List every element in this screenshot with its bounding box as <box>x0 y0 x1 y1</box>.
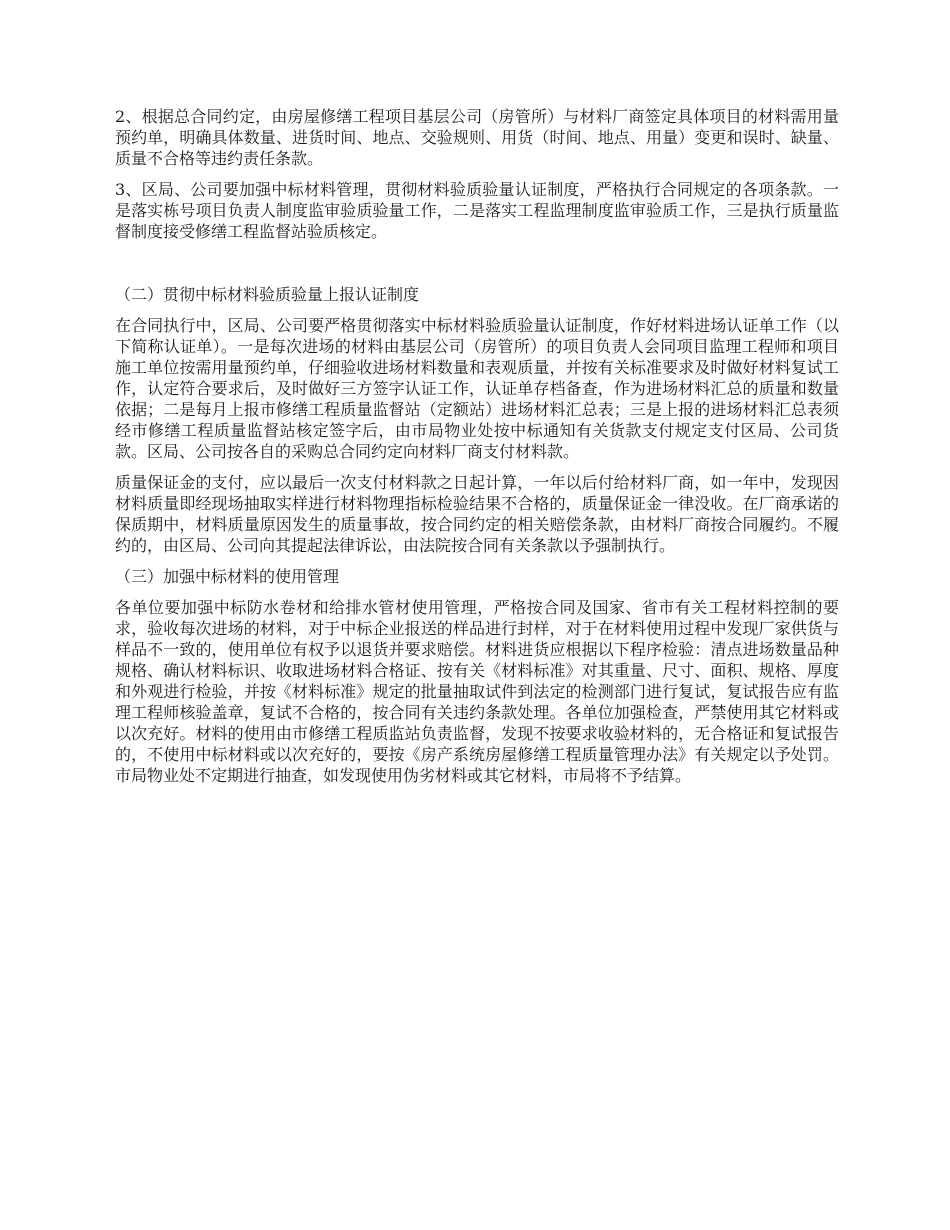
paragraph-item-3: 3、区局、公司要加强中标材料管理，贯彻材料验质验量认证制度，严格执行合同规定的各项条款。一是落实栋号项目负责人制度监审验质验量工作，二是落实工程监理制度监审验质工作，三是执行质量监督制度接受修缮工程监督站验质核定。 <box>115 180 839 241</box>
document-page <box>115 106 839 786</box>
section-3-heading: （三）加强中标材料的使用管理 <box>115 567 340 586</box>
section-2-paragraph-2: 质量保证金的支付，应以最后一次支付材料款之日起计算，一年以后付给材料厂商，如一年中，发现因材料质量即经现场抽取实样进行材料物理指标检验结果不合格的，质量保证金一律没收。在厂商承诺的保质期中，材料质量原因发生的质量事故，按合同约定的相关赔偿条款，由材料厂商按合同履约。不履约的，由区局、公司向其提起法律诉讼，由法院按合同有关条款以予强制执行。 <box>115 473 839 555</box>
spacer <box>115 305 839 315</box>
section-2-heading: （二）贯彻中标材料验质验量上报认证制度 <box>115 285 420 304</box>
spacer <box>115 169 839 179</box>
section-3-paragraph-1: 各单位要加强中标防水卷材和给排水管材使用管理，严格按合同及国家、省市有关工程材料控制的要求，验收每次进场的材料，对于中标企业报送的样品进行封样，对于在材料使用过程中发现厂家供货与样品不一致的，使用单位有权予以退货并要求赔偿。材料进货应根据以下程序检验：清点进场数量品种规格、确认材料标识、收取进场材料合格证、按有关《材料标准》对其重量、尺寸、面积、规格、厚度和外观进行检验，并按《材料标准》规定的批量抽取试件到法定的检测部门进行复试，复试报告应有监理工程师核验盖章，复试不合格的，按合同有关违约条款处理。各单位加强检查，严禁使用其它材料或以次充好。材料的使用由市修缮工程质监站负责监督，发现不按要求收验材料的，无合格证和复试报告的，不使用中标材料或以次充好的，要按《房产系统房屋修缮工程质量管理办法》有关规定以予处罚。市局物业处不定期进行抽查，如发现使用伪劣材料或其它材料，市局将不予结算。 <box>115 598 839 785</box>
spacer <box>115 556 839 566</box>
spacer <box>115 587 839 597</box>
paragraph-item-2: 2、根据总合同约定，由房屋修缮工程项目基层公司（房管所）与材料厂商签定具体项目的材料需用量预约单，明确具体数量、进货时间、地点、交验规则、用货（时间、地点、用量）变更和误时、缺量、质量不合格等违约责任条款。 <box>115 107 839 168</box>
spacer <box>115 462 839 472</box>
spacer <box>115 242 839 284</box>
section-2-paragraph-1: 在合同执行中，区局、公司要严格贯彻落实中标材料验质验量认证制度，作好材料进场认证单工作（以下简称认证单）。一是每次进场的材料由基层公司（房管所）的项目负责人会同项目监理工程师和项目施工单位按需用量预约单，仔细验收进场材料数量和表观质量，并按有关标准要求及时做好材料复试工作，认定符合要求后，及时做好三方签字认证工作，认证单存档备查，作为进场材料汇总的质量和数量依据；二是每月上报市修缮工程质量监督站（定额站）进场材料汇总表；三是上报的进场材料汇总表须经市修缮工程质量监督站核定签字后，由市局物业处按中标通知有关货款支付规定支付区局、公司货款。区局、公司按各自的采购总合同约定向材料厂商支付材料款。 <box>115 316 839 461</box>
